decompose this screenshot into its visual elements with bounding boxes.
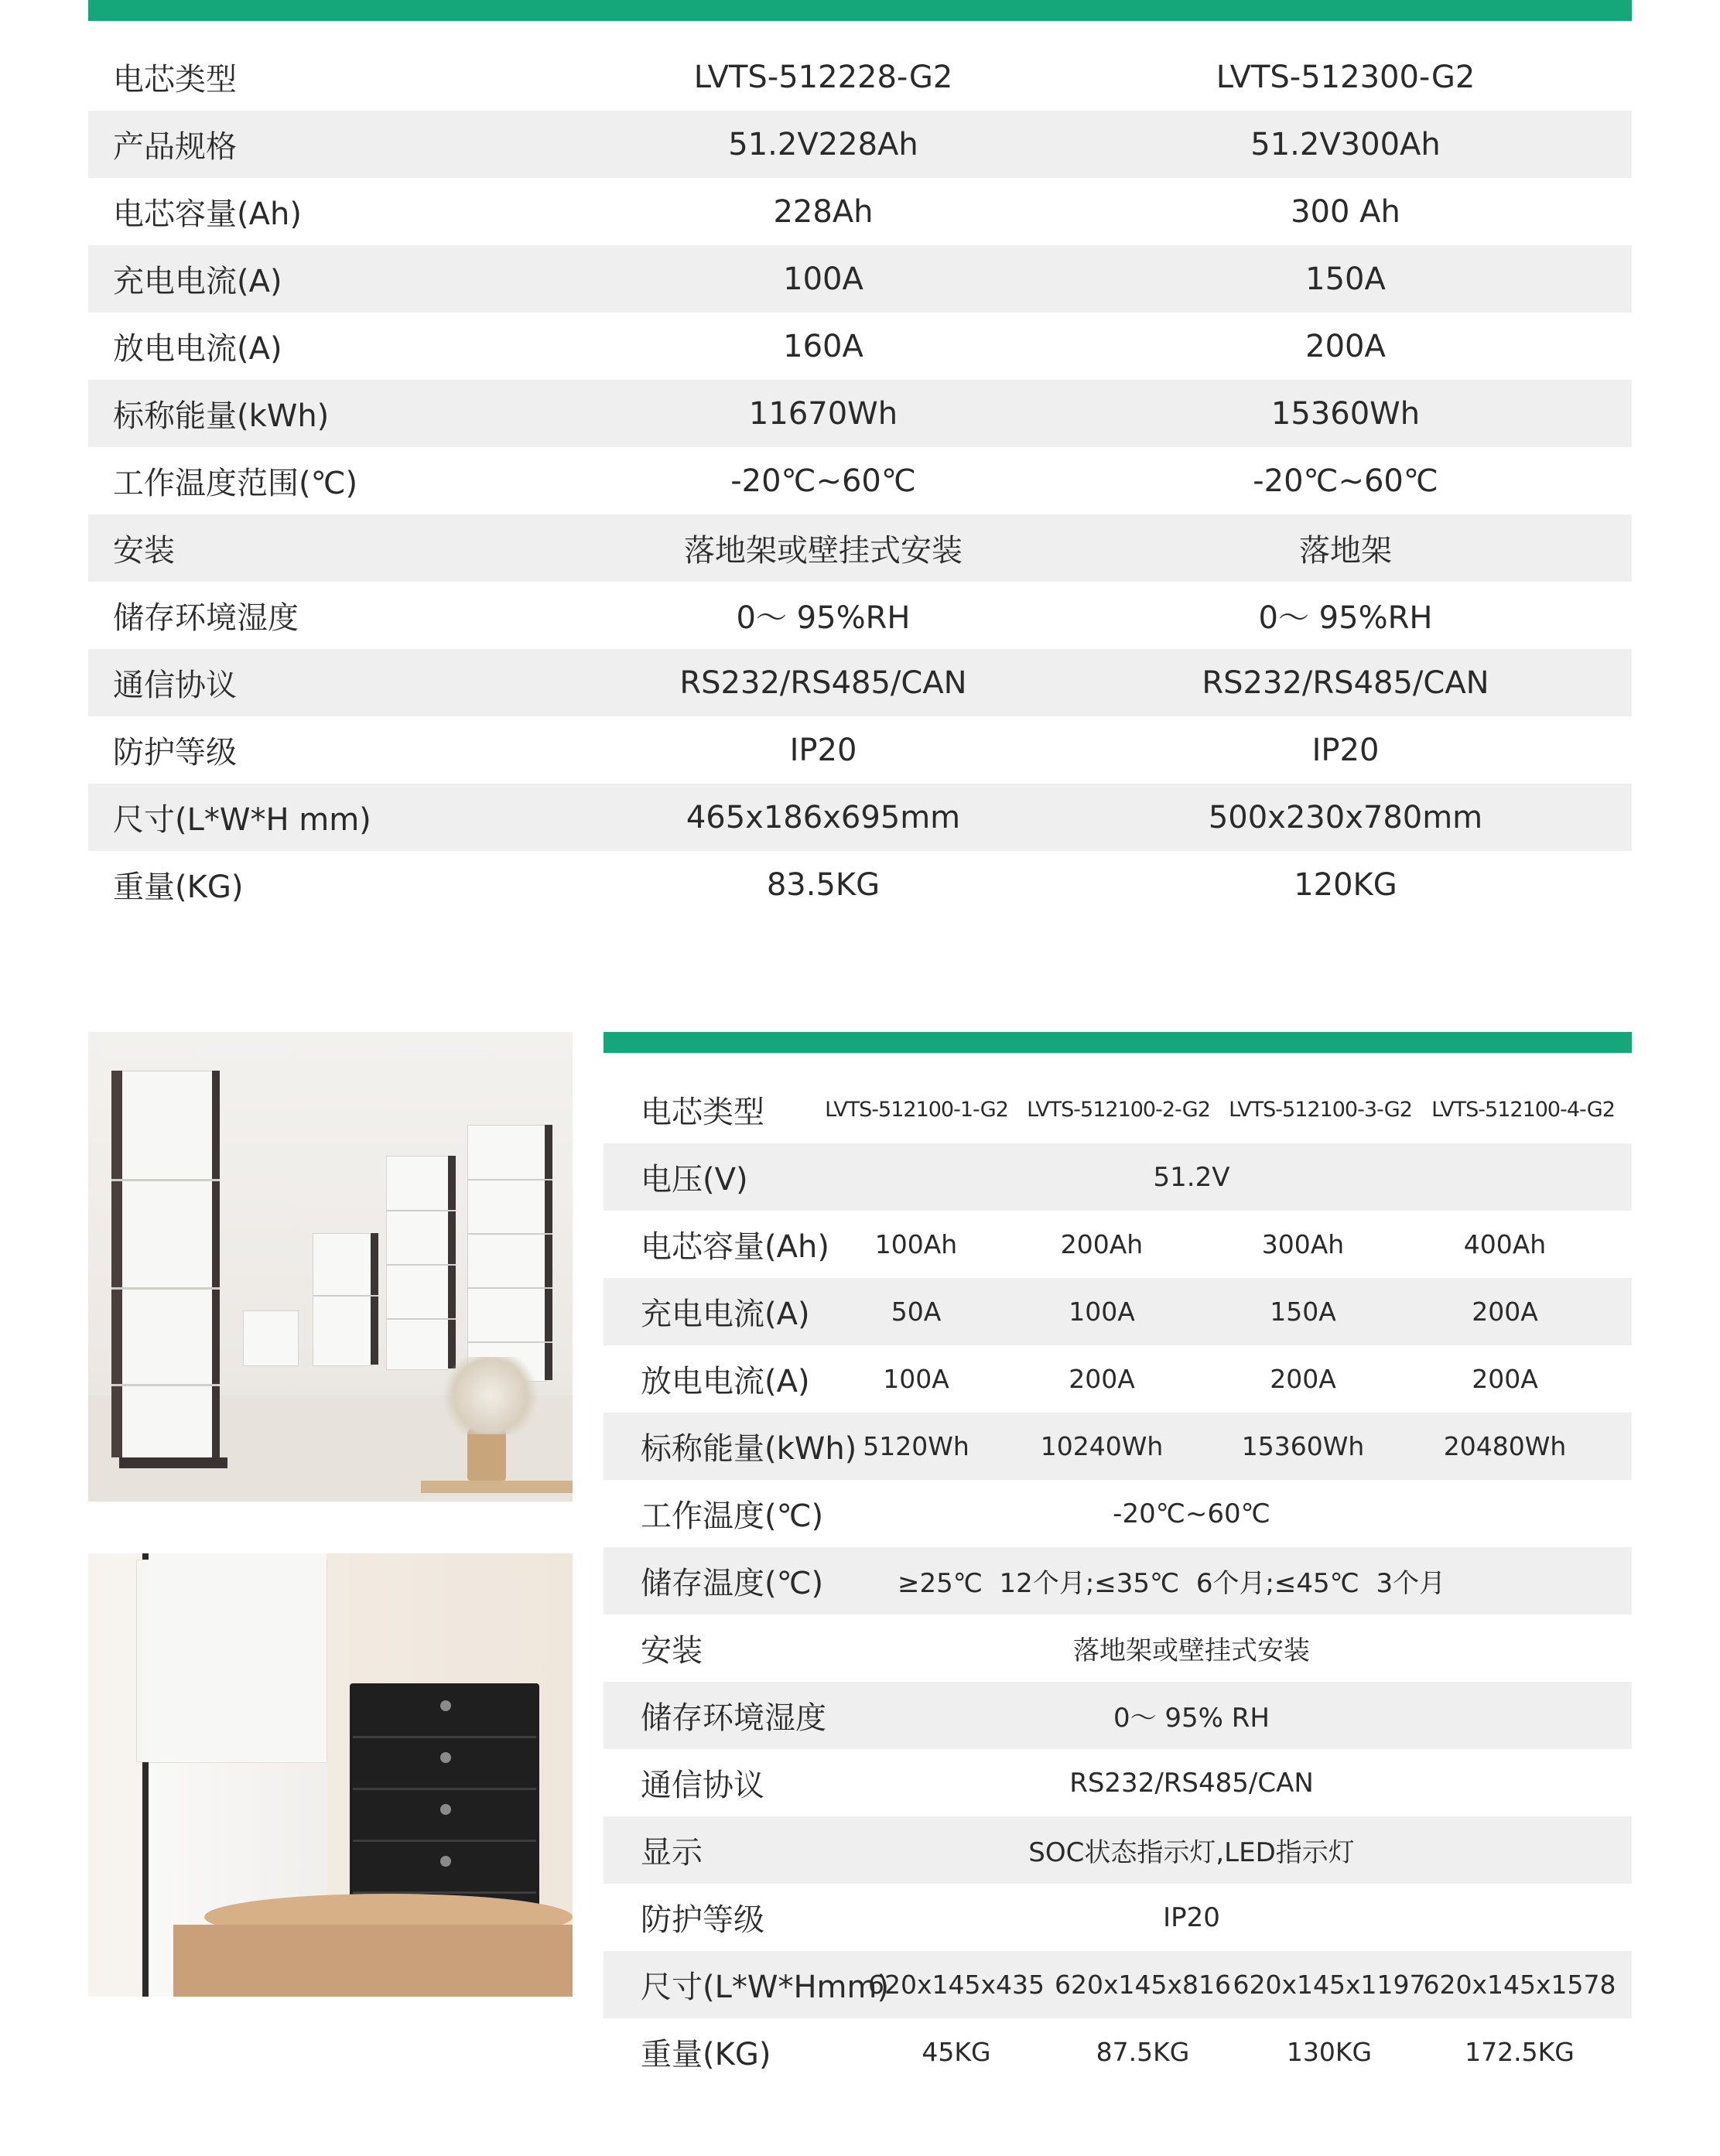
row-label: 电芯类型 [641,1095,764,1130]
row-value: 620x145x816 [1054,1970,1232,2000]
row-value: 5120Wh [863,1431,969,1461]
row-value: 400Ah [1463,1229,1547,1259]
row-value: 620x145x1578 [1423,1970,1616,2000]
row-value: 150A [1270,1297,1336,1327]
row-value-model-2: IP20 [1311,732,1380,768]
row-value-model-2: 15360Wh [1270,395,1421,432]
row-value: ≥25℃ 12个月;≤35℃ 6个月;≤45℃ 3个月 [898,1568,1446,1599]
model-name: LVTS-512100-2-G2 [1027,1098,1210,1122]
table-row [604,1480,1632,1547]
row-value-model-2: RS232/RS485/CAN [1202,665,1489,701]
row-value-model-1: 落地架或壁挂式安装 [684,533,963,569]
table-row [88,784,1632,851]
table-row [604,1413,1632,1480]
table-row [88,447,1632,514]
table-row [604,1345,1632,1413]
row-label: 安装 [113,533,175,569]
row-value: IP20 [1163,1901,1220,1933]
row-value: 200Ah [1060,1229,1144,1259]
table-row [604,1951,1632,2018]
row-value-model-2: -20℃~60℃ [1253,463,1438,499]
row-value-model-1: 160A [783,328,863,364]
row-value: 620x145x435 [867,1970,1045,2000]
row-label: 储存环境湿度 [113,600,299,636]
row-label: 通信协议 [113,668,237,703]
row-label: 电压(V) [641,1162,748,1198]
table-row [88,582,1632,649]
table-row [88,380,1632,447]
table-header-row [604,1076,1632,1143]
row-label: 充电电流(A) [113,264,282,299]
table-row [88,245,1632,313]
table-row [88,716,1632,784]
table-row [604,1614,1632,1682]
row-value-model-1: LVTS-512228-G2 [693,59,953,95]
row-value: 45KG [922,2037,991,2067]
row-value-model-1: 0～ 95%RH [736,600,911,636]
row-value: 200A [1069,1364,1135,1394]
table-row [604,1816,1632,1884]
row-value-model-2: 150A [1305,261,1386,297]
row-label: 重量(KG) [113,870,244,905]
row-value: 200A [1472,1297,1538,1327]
row-value-model-1: 83.5KG [766,866,881,903]
row-value: 50A [891,1297,942,1327]
row-value: RS232/RS485/CAN [1069,1767,1314,1799]
table-row [604,1884,1632,1951]
row-value: 100A [883,1364,949,1394]
row-label: 防护等级 [113,735,237,770]
row-label: 显示 [641,1835,703,1871]
row-value-model-1: 465x186x695mm [686,799,961,835]
row-value-model-2: 落地架 [1299,533,1392,569]
row-value-model-1: -20℃~60℃ [730,463,916,499]
row-value-model-2: 0～ 95%RH [1258,600,1433,636]
model-name: LVTS-512100-4-G2 [1431,1098,1615,1122]
row-value: 100A [1069,1297,1135,1327]
table-row [604,1547,1632,1614]
row-label: 重量(KG) [641,2037,771,2072]
row-value-model-2: 500x230x780mm [1208,799,1483,835]
row-label: 产品规格 [113,129,237,165]
row-value: 100Ah [874,1229,958,1259]
row-label: 安装 [641,1633,703,1669]
row-value: 15360Wh [1241,1431,1365,1461]
row-value-model-2: 300 Ah [1291,193,1400,230]
product-photo-black-battery-stack [88,1553,573,1997]
row-value-model-2: 120KG [1294,866,1397,903]
row-value-model-1: 51.2V228Ah [728,126,918,162]
table-row [88,111,1632,178]
table-row [604,1682,1632,1749]
row-value: 落地架或壁挂式安装 [1073,1635,1310,1666]
row-value: 300Ah [1261,1229,1345,1259]
row-label: 尺寸(L*W*Hmm) [641,1970,890,2005]
row-label: 电芯容量(Ah) [113,196,302,232]
row-value-model-2: 200A [1305,328,1386,364]
row-value: 51.2V [1153,1161,1230,1193]
table1-accent-bar [88,0,1632,21]
row-label: 工作温度范围(℃) [113,466,358,501]
row-value: 0～ 95% RH [1113,1703,1270,1734]
row-value: 20480Wh [1443,1431,1567,1461]
table-row [604,1749,1632,1816]
row-label: 防护等级 [641,1902,764,1938]
row-value-model-1: 11670Wh [748,395,898,432]
row-label: 储存温度(℃) [641,1566,824,1601]
row-value-model-1: 228Ah [773,193,874,230]
row-value: 10240Wh [1040,1431,1164,1461]
row-label: 电芯类型 [113,62,237,97]
table-row [88,178,1632,245]
row-value: 130KG [1286,2037,1373,2067]
product-photo-white-battery-stacks [88,1032,573,1502]
row-label: 放电电流(A) [641,1364,810,1399]
table-row [604,1143,1632,1211]
row-value: 620x145x1197 [1233,1970,1426,2000]
row-label: 电芯容量(Ah) [641,1229,829,1265]
model-name: LVTS-512100-1-G2 [825,1098,1008,1122]
table-row [604,1211,1632,1278]
table-row [88,851,1632,918]
row-value-model-1: 100A [783,261,863,297]
row-value-model-2: 51.2V300Ah [1250,126,1441,162]
table-row [88,649,1632,716]
row-value-model-1: RS232/RS485/CAN [679,665,967,701]
row-value: 200A [1270,1364,1336,1394]
table2-accent-bar [604,1032,1632,1053]
row-value: 200A [1472,1364,1538,1394]
table-row [604,2018,1632,2086]
row-value: 172.5KG [1465,2037,1575,2067]
table-row [88,514,1632,582]
row-label: 工作温度(℃) [641,1498,824,1534]
row-label: 标称能量(kWh) [641,1431,857,1467]
row-label: 尺寸(L*W*H mm) [113,802,371,838]
row-label: 标称能量(kWh) [113,398,330,434]
table-row [88,43,1632,111]
row-label: 储存环境湿度 [641,1700,826,1736]
row-value: -20℃~60℃ [1113,1498,1270,1529]
row-label: 充电电流(A) [641,1297,810,1332]
row-label: 放电电流(A) [113,331,282,367]
row-value-model-2: LVTS-512300-G2 [1216,59,1476,95]
row-value-model-1: IP20 [789,732,857,768]
row-label: 通信协议 [641,1768,764,1803]
table-row [88,313,1632,380]
table-row [604,1278,1632,1345]
model-name: LVTS-512100-3-G2 [1229,1098,1412,1122]
row-value: SOC状态指示灯,LED指示灯 [1028,1837,1355,1868]
row-value: 87.5KG [1096,2037,1190,2067]
